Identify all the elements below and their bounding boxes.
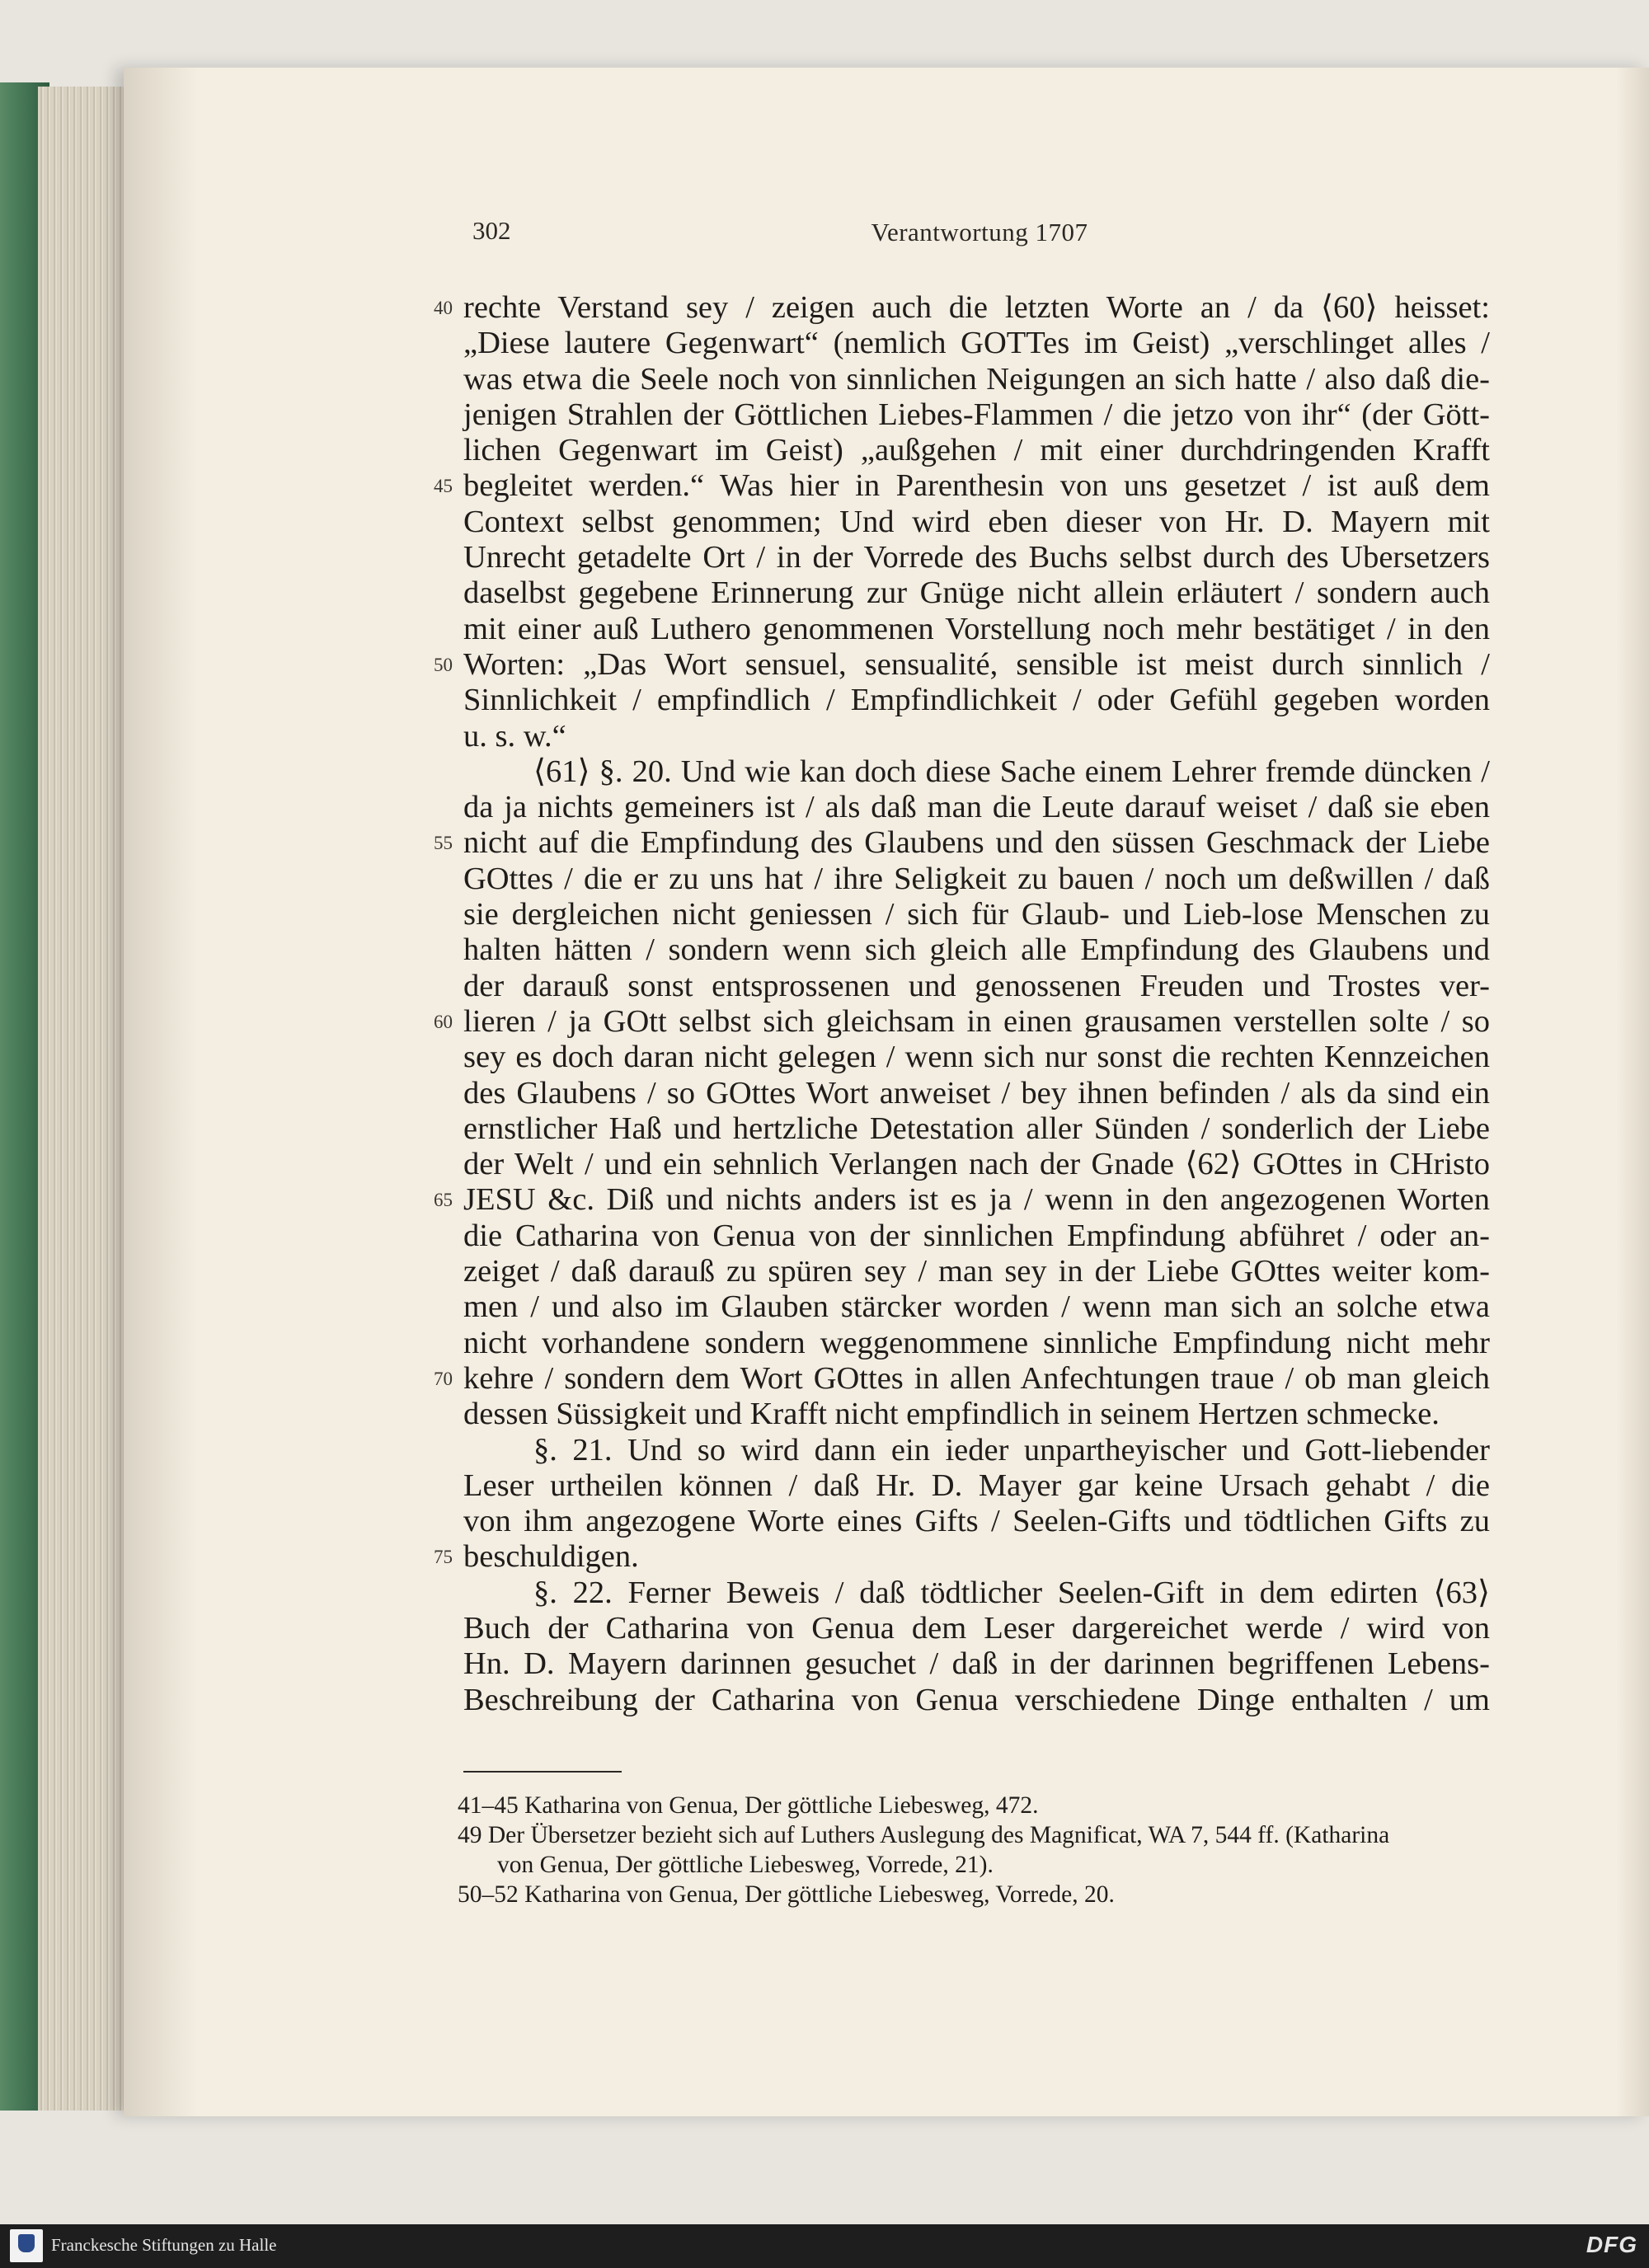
line-text: sey es doch daran nicht gelegen / wenn sich nur sonst die rechten Kennzeichen xyxy=(463,1040,1490,1075)
line-text: zeiget / daß darauß zu spüren sey / man sey in der Liebe GOttes weiter kom- xyxy=(463,1254,1490,1289)
line-text: nicht auf die Empfindung des Glaubens und den süssen Geschmack der Liebe xyxy=(463,825,1490,861)
text-line xyxy=(463,1468,1490,1504)
line-text: ernstlicher Haß und hertzliche Detestation aller Sünden / sonderlich der Liebe xyxy=(463,1111,1490,1146)
text-line xyxy=(463,719,1490,754)
line-text: der darauß sonst entsprossenen und genossenen Freuden und Trostes ver- xyxy=(463,968,1490,1003)
footnote xyxy=(458,1791,1492,1820)
text-line xyxy=(463,969,1490,1004)
text-line xyxy=(434,646,1490,683)
line-text: Beschreibung der Catharina von Genua verschiedene Dinge enthalten / um xyxy=(463,1682,1490,1717)
page-number: 302 xyxy=(472,216,511,245)
line-number: 50 xyxy=(434,654,453,675)
line-number: 65 xyxy=(434,1190,453,1211)
running-head: Verantwortung 1707 xyxy=(871,218,1088,247)
line-text: Buch der Catharina von Genua dem Leser dargereichet werde / wird von xyxy=(463,1610,1490,1646)
line-number: 45 xyxy=(434,476,453,497)
text-line xyxy=(463,932,1490,968)
line-text: GOttes / die er zu uns hat / ihre Seligkeit zu bauen / noch um deßwillen / daß xyxy=(463,861,1490,896)
line-text: jenigen Strahlen der Göttlichen Liebes-Flammen / die jetzo von ihr“ (der Gött- xyxy=(463,397,1490,432)
line-text: daselbst gegebene Erinnerung zur Gnüge nicht allein erläutert / sondern auch xyxy=(463,575,1490,611)
line-number: 60 xyxy=(434,1011,453,1032)
line-text: kehre / sondern dem Wort GOttes in allen Anfechtungen traue / ob man gleich xyxy=(463,1360,1490,1396)
line-text: §. 22. Ferner Beweis / daß tödtlicher Seelen-Gift in dem edirten ⟨63⟩ xyxy=(533,1575,1490,1610)
page-edge-shadow xyxy=(1616,68,1649,2116)
viewer-footer xyxy=(0,2224,1649,2268)
text-line xyxy=(463,1646,1490,1682)
line-text: die Catharina von Genua von der sinnlichen Empfindung abführet / oder an- xyxy=(463,1218,1490,1253)
line-text: lieren / ja GOtt selbst sich gleichsam in einen grausamen verstellen solte / so xyxy=(463,1003,1490,1039)
institution-logo-icon xyxy=(10,2229,43,2262)
line-text: beschuldigen. xyxy=(463,1539,639,1575)
text-line xyxy=(463,575,1490,611)
text-line xyxy=(463,1433,1490,1468)
line-text: Leser urtheilen können / daß Hr. D. Mayer gar keine Ursach gehabt / die xyxy=(463,1467,1490,1503)
line-text: sie dergleichen nicht geniessen / sich für Glaub- und Lieb-lose Menschen zu xyxy=(463,897,1490,932)
line-number: 40 xyxy=(434,298,453,318)
line-text: §. 21. Und so wird dann ein ieder unpartheyischer und Gott-liebender xyxy=(533,1432,1490,1467)
footnote-text: 41–45 Katharina von Genua, Der göttliche Liebesweg, 472. xyxy=(458,1792,1039,1819)
line-text: u. s. w.“ xyxy=(463,718,566,754)
text-line xyxy=(434,1003,1490,1040)
text-line xyxy=(463,897,1490,932)
text-line xyxy=(434,1360,1490,1397)
text-line xyxy=(463,1040,1490,1075)
line-text: da ja nichts gemeiners ist / als daß man die Leute darauf weiset / daß sie eben xyxy=(463,790,1490,825)
line-number: 55 xyxy=(434,833,453,854)
line-text: halten hätten / sondern wenn sich gleich alle Empfindung des Glaubens und xyxy=(463,932,1490,968)
text-line xyxy=(463,505,1490,540)
text-line xyxy=(463,1147,1490,1182)
line-text: begleitet werden.“ Was hier in Parenthesin von uns gesetzet / ist auß dem xyxy=(463,468,1490,504)
footnote-text: 50–52 Katharina von Genua, Der göttliche Liebesweg, Vorrede, 20. xyxy=(458,1881,1115,1908)
footnotes xyxy=(458,1791,1492,1909)
text-line xyxy=(463,362,1490,397)
footnote-rule xyxy=(463,1771,622,1773)
text-line xyxy=(463,1289,1490,1325)
text-line xyxy=(463,1111,1490,1147)
line-text: Hn. D. Mayern darinnen gesuchet / daß in der darinnen begriffenen Lebens- xyxy=(463,1646,1490,1682)
text-line xyxy=(463,683,1490,718)
text-line xyxy=(463,1504,1490,1539)
gutter-shadow xyxy=(124,68,198,2116)
page-header xyxy=(472,216,1487,265)
text-line xyxy=(463,612,1490,647)
footnote-text: 49 Der Übersetzer bezieht sich auf Luthers Auslegung des Magnificat, WA 7, 544 ff. (Katharina xyxy=(458,1822,1390,1848)
line-text: dessen Süssigkeit und Krafft nicht empfindlich in seinem Hertzen schmecke. xyxy=(463,1397,1440,1432)
line-text: lichen Gegenwart im Geist) „außgehen / mit einer durchdringenden Krafft xyxy=(463,433,1490,468)
line-text: rechte Verstand sey / zeigen auch die letzten Worte an / da ⟨60⟩ heisset: xyxy=(463,290,1490,325)
text-line xyxy=(463,1611,1490,1646)
text-line xyxy=(463,433,1490,468)
line-text: Worten: „Das Wort sensuel, sensualité, sensible ist meist durch sinnlich / xyxy=(463,646,1490,682)
text-line xyxy=(463,1076,1490,1111)
text-line xyxy=(434,1182,1490,1218)
line-number: 70 xyxy=(434,1368,453,1389)
line-text: men / und also im Glauben stärcker worden / wenn man sich an solche etwa xyxy=(463,1289,1490,1325)
line-text: Context selbst genommen; Und wird eben dieser von Hr. D. Mayern mit xyxy=(463,504,1490,539)
text-line xyxy=(463,1254,1490,1289)
footer-institution-label: Franckesche Stiftungen zu Halle xyxy=(51,2235,277,2255)
footnote xyxy=(458,1820,1492,1880)
text-line xyxy=(463,1219,1490,1254)
line-text: des Glaubens / so GOttes Wort anweiset / bey ihnen befinden / als da sind ein xyxy=(463,1075,1490,1111)
text-line xyxy=(463,1397,1490,1432)
text-line xyxy=(463,754,1490,790)
line-text: nicht vorhandene sondern weggenommene sinnliche Empfindung nicht mehr xyxy=(463,1325,1490,1360)
line-text: mit einer auß Luthero genommenen Vorstellung noch mehr bestätiget / in den xyxy=(463,611,1490,646)
line-text: der Welt / und ein sehnlich Verlangen nach der Gnade ⟨62⟩ GOttes in CHristo xyxy=(463,1147,1490,1182)
text-line xyxy=(434,468,1490,504)
line-text: „Diese lautere Gegenwart“ (nemlich GOTTes im Geist) „verschlinget alles / xyxy=(463,326,1490,361)
line-text: Sinnlichkeit / empfindlich / Empfindlichkeit / oder Gefühl gegeben worden xyxy=(463,683,1490,718)
text-line xyxy=(463,862,1490,897)
text-line xyxy=(434,290,1490,326)
text-line xyxy=(463,790,1490,825)
text-line xyxy=(463,1326,1490,1361)
line-number: 75 xyxy=(434,1547,453,1568)
line-text: JESU &c. Diß und nichts anders ist es ja / wenn in den angezogenen Worten xyxy=(463,1182,1490,1218)
text-line xyxy=(434,825,1490,861)
footnote-continuation: von Genua, Der göttliche Liebesweg, Vorrede, 21). xyxy=(497,1852,994,1878)
text-line xyxy=(463,326,1490,361)
text-line xyxy=(463,1575,1490,1611)
text-line xyxy=(463,540,1490,575)
text-line xyxy=(463,397,1490,433)
body-text xyxy=(434,290,1490,1718)
text-line xyxy=(463,1683,1490,1718)
line-text: was etwa die Seele noch von sinnlichen Neigungen an sich hatte / also daß die- xyxy=(463,361,1490,397)
line-text: ⟨61⟩ §. 20. Und wie kan doch diese Sache einem Lehrer fremde düncken / xyxy=(533,754,1490,789)
line-text: Unrecht getadelte Ort / in der Vorrede des Buchs selbst durch des Ubersetzers xyxy=(463,540,1490,575)
footnote xyxy=(458,1880,1492,1909)
dfg-logo: DFG xyxy=(1586,2232,1637,2257)
line-text: von ihm angezogene Worte eines Gifts / Seelen-Gifts und tödtlichen Gifts zu xyxy=(463,1504,1490,1539)
text-line xyxy=(434,1539,1490,1575)
